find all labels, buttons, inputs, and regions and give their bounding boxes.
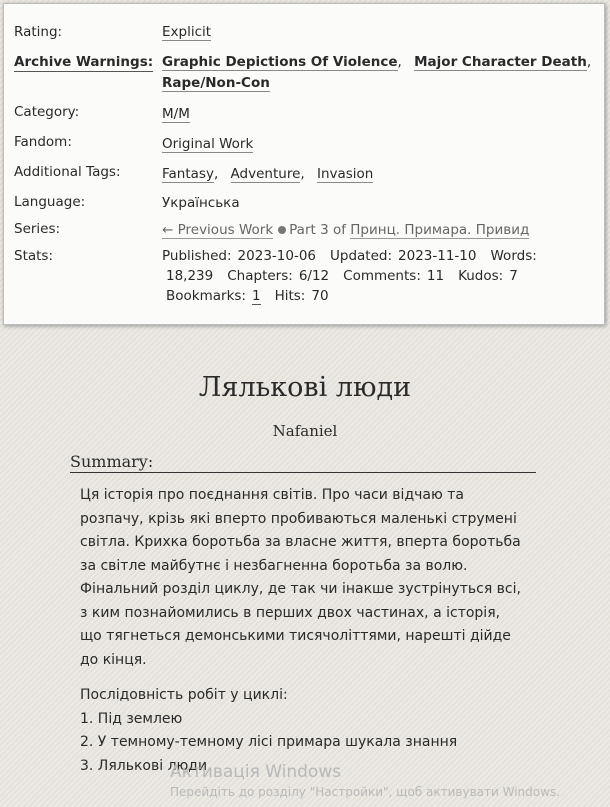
sequence-item: 3. Лялькові люди (80, 757, 208, 774)
chapters-label: Chapters: (227, 268, 293, 284)
published-label: Published: (162, 248, 232, 264)
hits-label: Hits: (274, 288, 306, 304)
summary-line: з ким познайомились в перших двох частинах, а історія, (80, 604, 501, 621)
fandom-tag[interactable]: Original Work (162, 136, 254, 152)
previous-work-link[interactable]: ← Previous Work (162, 222, 274, 238)
stats-label: Stats: (14, 248, 54, 264)
sequence-item: 2. У темному-темному лісі примара шукала знання (80, 734, 458, 750)
updated-value: 2023-11-10 (398, 248, 477, 264)
work-title: Лялькові люди (198, 372, 412, 403)
published-value: 2023-10-06 (237, 248, 317, 264)
fandom-label: Fandom: (14, 134, 72, 150)
rating-label: Rating: (14, 24, 63, 40)
sequence-heading: Послідовність робіт у циклі: (80, 687, 288, 703)
sequence-item: 1. Під землею (80, 710, 183, 727)
summary-line: Фінальний розділ циклу, де так чи інакше зустрінуться всі, (80, 581, 521, 597)
chapters-value: 6/12 (298, 268, 330, 284)
comments-label: Comments: (343, 268, 421, 284)
bookmarks-label: Bookmarks: (166, 288, 246, 304)
summary-block (80, 484, 540, 790)
series-part: Part 3 of (289, 222, 346, 238)
summary-line: до кінця. (80, 651, 147, 668)
summary-line: за світле майбутнє і незбагненна боротьба за волю. (80, 557, 468, 574)
summary-line: світла. Крихка боротьба за власне життя, вперта боротьба (80, 534, 521, 550)
words-label: Words: (490, 248, 537, 264)
tag-adventure[interactable]: Adventure (230, 166, 301, 182)
windows-activation-title: Активація Windows (170, 762, 342, 782)
summary-line: розпачу, крізь які вперто пробиваються маленькі струмені (80, 510, 517, 527)
words-value: 18,239 (166, 268, 214, 284)
work-author[interactable]: Nafaniel (272, 422, 338, 440)
warning-tag-noncon[interactable]: Rape/Non-Con (162, 75, 270, 91)
language-label: Language: (14, 194, 86, 210)
language-value: Українська (162, 195, 240, 211)
warning-tag-violence[interactable]: Graphic Depictions Of Violence (162, 54, 398, 70)
category-label: Category: (14, 104, 80, 120)
windows-activation-subtitle: Перейдіть до розділу "Настройки", щоб активувати Windows. (170, 785, 560, 799)
warnings-label[interactable]: Archive Warnings: (14, 54, 154, 70)
summary-line: що тягнеться демонськими тисячоліттями, нарешті дійде (80, 628, 511, 644)
bookmarks-link[interactable]: 1 (251, 288, 261, 304)
summary-heading: Summary: (70, 452, 536, 473)
category-tag[interactable]: M/M (162, 106, 190, 122)
warning-tag-character-death[interactable]: Major Character Death (414, 54, 587, 70)
tag-invasion[interactable]: Invasion (316, 166, 374, 182)
hits-value: 70 (311, 288, 329, 304)
kudos-label: Kudos: (458, 268, 504, 284)
work-meta-panel: Rating: Explicit Archive Warnings: Graphic Depictions Of Violence, Major Character Death, Rape/Non-Con Category: M/M Fandom: Original Work Additional Tags: Fantasy, Adventure, Invasion Language: Українська Series: ← Previous Work Part 3 of Принц. Примара. Привид Stats: Published: 2023-10-06 Updated: 2023-11-10 Words: 18,239 Chapters: 6/12 Comments: 11 Kudos: 7 Bookmarks: 1 Hits: 70 (3, 3, 605, 325)
summary-line: Ця історія про поєднання світів. Про часи відчаю та (80, 487, 464, 503)
kudos-value: 7 (509, 268, 518, 284)
tags-label: Additional Tags: (14, 164, 121, 180)
updated-label: Updated: (330, 248, 393, 264)
tag-fantasy[interactable]: Fantasy (162, 166, 214, 182)
series-label: Series: (14, 221, 61, 237)
comments-value: 11 (426, 268, 445, 284)
series-bullet-icon (278, 226, 286, 234)
series-link[interactable]: Принц. Примара. Привид (350, 222, 530, 238)
rating-tag[interactable]: Explicit (162, 24, 212, 40)
